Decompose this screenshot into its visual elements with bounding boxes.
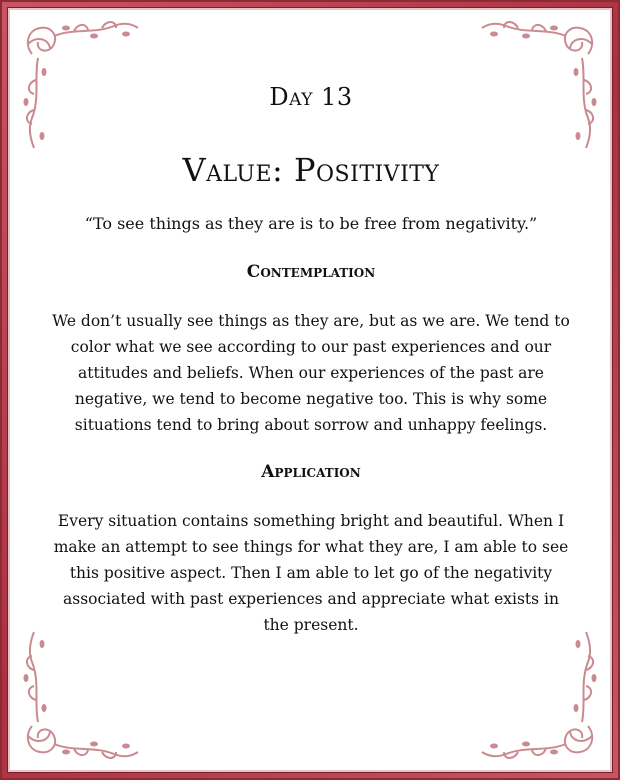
section-body-application: Every situation contains something bright and beautiful. When I make an attempt to see things for what they are, I am able to see this positive aspect. Then I am able to let go of the negativity associated with past experiences and appreciate what exists in the present. bbox=[53, 512, 569, 634]
quote: “To see things as they are is to be free from negativity.” bbox=[84, 214, 538, 233]
page-content bbox=[48, 68, 574, 638]
section-heading-contemplation: Contemplation bbox=[246, 262, 376, 282]
corner-ornament-icon bbox=[14, 616, 144, 766]
section-body-contemplation: We don’t usually see things as they are, but as we are. We tend to color what we see according to our past experiences and our attitudes and beliefs. When our experiences of the past are negative, we tend to become negative too. This is why some situations tend to bring about sorrow and unhappy feelings. bbox=[52, 312, 570, 434]
day-label: Day 13 bbox=[269, 83, 353, 111]
section-heading-application: Application bbox=[261, 462, 361, 482]
corner-ornament-icon bbox=[476, 616, 606, 766]
value-title: Value: Positivity bbox=[182, 151, 440, 189]
page bbox=[7, 7, 613, 773]
